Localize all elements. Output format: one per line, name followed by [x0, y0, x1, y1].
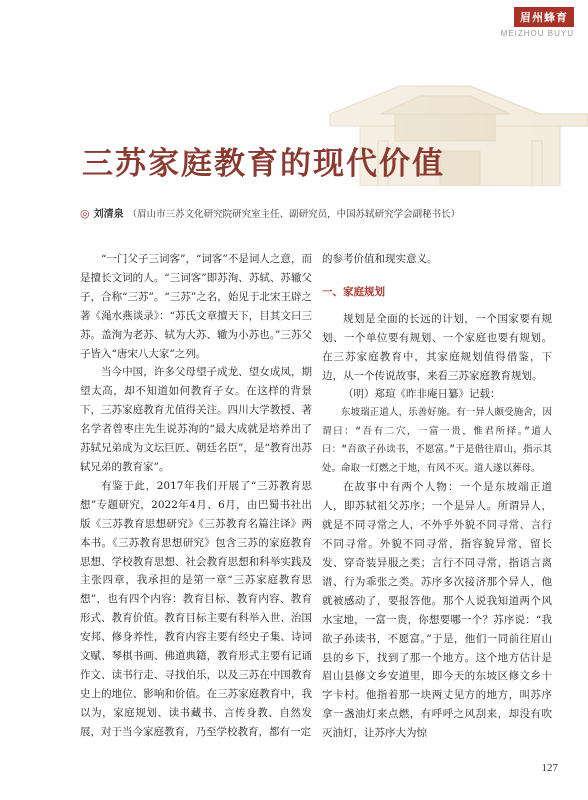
magazine-brand-en: MEIZHOU BUYU [500, 29, 574, 38]
magazine-brand-cn: 眉州蜂育 [514, 7, 574, 27]
block-quote: 东坡瑞正道人，乐善好施。有一异人颇受施舍，因谓曰：“吾有二穴，一富一贵，惟君所择。”道人曰：“吾欲子孙读书，不愿富。”于是偕往眉山，指示其处。命取一灯燃之于地，有风不灭。道人遂以葬母。 [322, 407, 552, 474]
section-heading: 一、家庭规划 [322, 285, 385, 298]
author-affiliation: （眉山市三苏文化研究院研究室主任、副研究员，中国苏轼研究学会副秘书长） [127, 209, 461, 220]
page-number: 127 [541, 762, 558, 774]
article-title: 三苏家庭教育的现代价值 [82, 146, 445, 182]
right-column [322, 250, 552, 743]
left-column [80, 250, 312, 742]
citation: （明）郑瑄《昨非庵日纂》记载： [343, 388, 501, 401]
paragraph: 有鉴于此，2017年我们开展了“三苏教育思想”专题研究，2022年4月、6月，由巴蜀书社出版《三苏教育思想研究》《三苏教育名篇注译》两本书。《三苏教育思想研究》包含三苏的家庭教育思想、学校教育思想、社会教育思想和科举实践及主张四章，我承担的是第一章“三苏家庭教育思想”，也有四个内容：教育目标、教育内容、教育形式、教育价值。教育目标主要有科举入世、治国安邦、修身养性，教育内容主要有经史子集、诗词文赋、琴棋书画、佛道典籍，教育形式主要有记诵作文、读书行走、寻找伯乐，以及三苏在中国教育史上的地位、影响和价值。在三苏家庭教育中，我以为，家庭规划、读书藏书、言传身教、自然发展，对于当今家庭教育，乃至学校教育，都有一定 [80, 479, 312, 738]
author-bullet-icon: ◎ [80, 207, 90, 220]
paragraph: 在故事中有两个人物：一个是东坡端正道人，即苏轼祖父苏序；一个是异人。所谓异人，就是不同寻常之人，不外乎外貌不同寻常、言行不同寻常。外貌不同寻常，指容貌异常，留长发、穿奇装异服之类；言行不同寻常，指语言离谱、行为乖张之类。苏序多次接济那个异人，他就被感动了，要报答他。那个人说我知道两个风水宝地，一富一贵，你想要哪一个？苏序说：“我欲子孙读书，不愿富。”于是，他们一同前往眉山县的乡下，找到了那一个地方。这个地方估计是眉山县修文乡安道里，即今天的东坡区修文乡十字卡村。他指着那一块两丈见方的地方，叫苏序拿一盏油灯来点燃，有呼呼之风刮来，却没有吹灭油灯，让苏序大为惊 [322, 481, 552, 740]
author-line [80, 205, 550, 220]
header-brand [501, 6, 574, 38]
author-name: 刘清泉 [93, 209, 124, 220]
paragraph: “一门父子三词客”，“词客”不是词人之意，而是擅长文词的人。“三词客”即苏洵、苏轼、苏辙父子，合称“三苏”。“三苏”之名，始见于北宋王辟之著《渑水燕谈录》：“苏氏文章擅天下，目其文曰三苏。盖洵为老苏、轼为大苏、辙为小苏也。”三苏父子皆入“唐宋八大家”之列。 [80, 253, 312, 360]
paragraph: 当今中国，许多父母望子成龙、望女成凤，期望太高，却不知道如何教育子女。在这样的背景下，三苏家庭教育尤值得关注。四川大学教授、著名学者曾枣庄先生说苏洵的“最大成就是培养出了苏轼兄弟成为文坛巨匠、朝廷名臣”，是“教育出苏轼兄弟的教育家”。 [80, 366, 312, 473]
paragraph-continuation: 的参考价值和现实意义。 [322, 253, 438, 265]
paragraph: 规划是全面的长远的计划，一个国家要有规划、一个单位要有规划、一个家庭也要有规划。在三苏家庭教育中，其家庭规划值得借鉴，下边，从一个传说故事，来看三苏家庭教育规划。 [322, 312, 552, 382]
